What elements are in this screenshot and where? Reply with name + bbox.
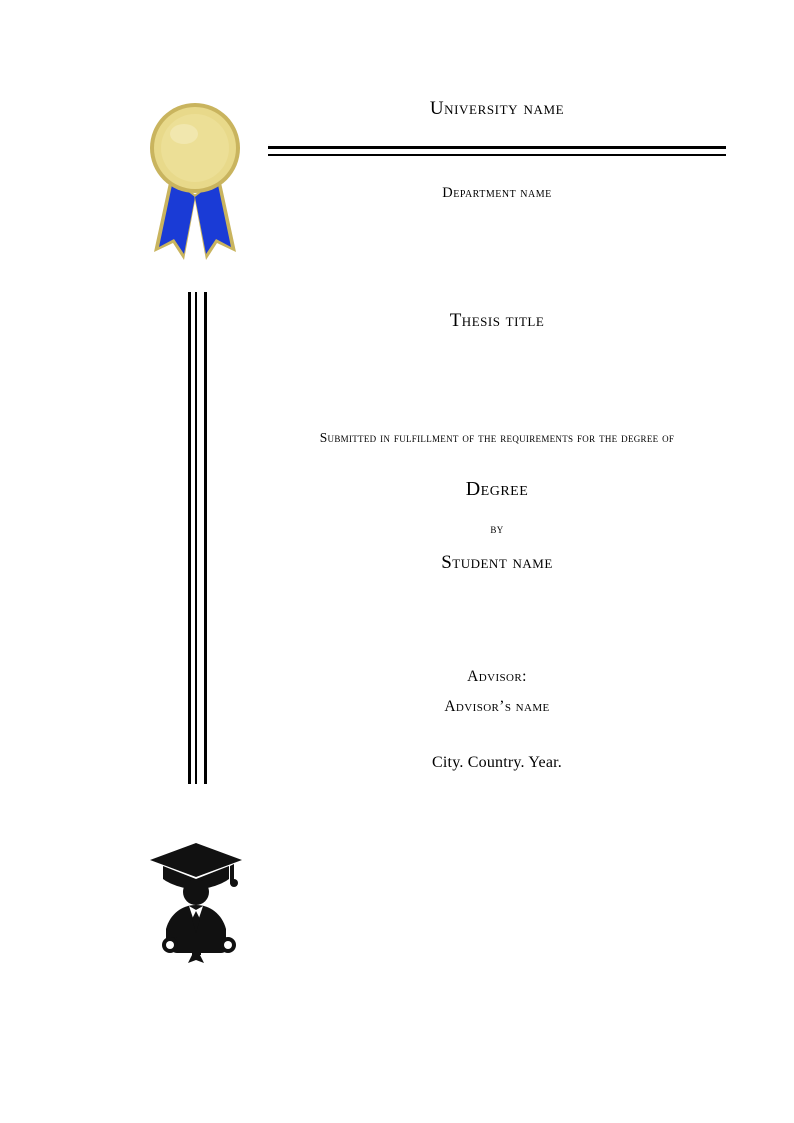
medal-ribbon-icon bbox=[140, 100, 250, 265]
vertical-rule-3 bbox=[204, 292, 207, 784]
university-name: University name bbox=[429, 98, 565, 119]
by-word: by bbox=[490, 521, 504, 536]
student-name: Student name bbox=[441, 552, 553, 573]
thesis-title: Thesis title bbox=[449, 310, 545, 331]
rule-thin bbox=[268, 154, 726, 156]
department-name: Department name bbox=[442, 185, 552, 201]
advisor-label: Advisor: bbox=[467, 668, 527, 685]
vertical-rule-2 bbox=[195, 292, 197, 784]
vertical-rule-1 bbox=[188, 292, 191, 784]
graduate-silhouette-icon bbox=[130, 835, 262, 967]
vertical-rules bbox=[188, 292, 210, 784]
submitted-statement: Submitted in fulfillment of the requirements for the degree of bbox=[319, 430, 675, 445]
degree-name: Degree bbox=[465, 478, 529, 500]
place-and-year: City. Country. Year. bbox=[432, 754, 562, 771]
header-rules bbox=[268, 146, 726, 156]
advisor-name: Advisor’s name bbox=[444, 698, 550, 715]
